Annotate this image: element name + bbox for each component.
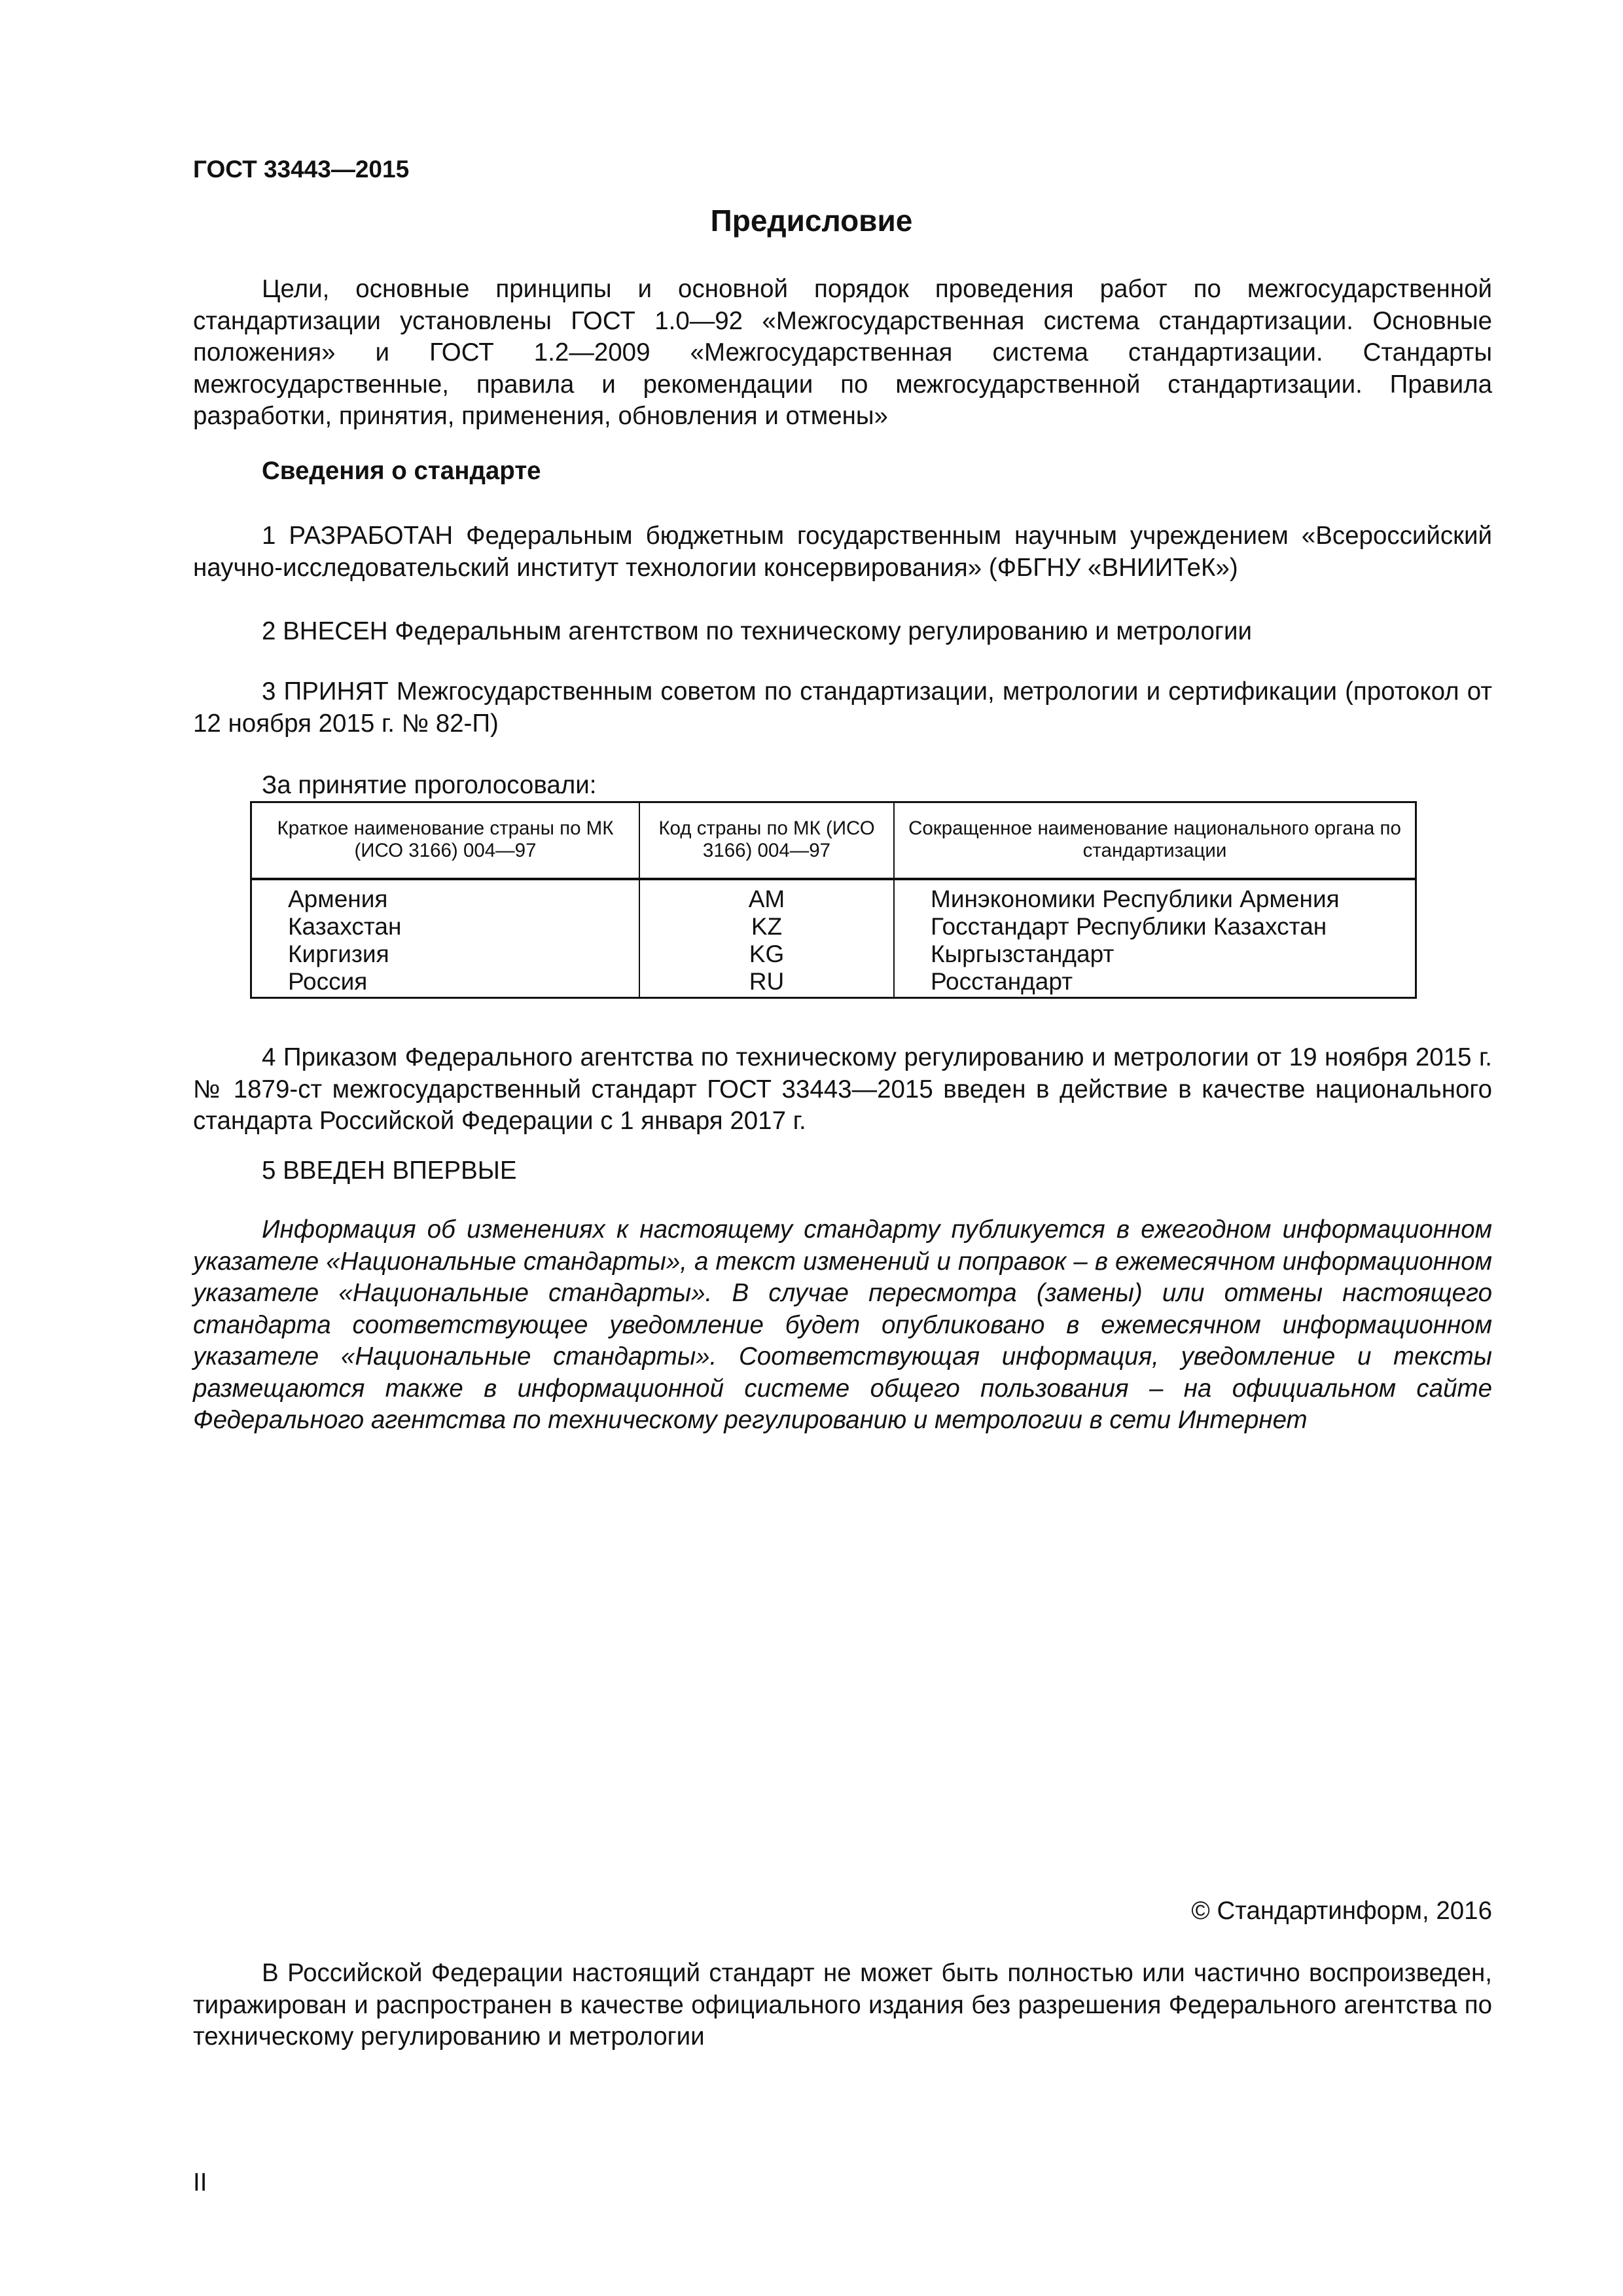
cell-body: Госстандарт Республики Казахстан: [894, 913, 1416, 941]
cell-body: Минэкономики Республики Армения: [894, 879, 1416, 913]
standard-info-heading: Сведения о стандарте: [262, 457, 541, 485]
page-title: Предисловие: [710, 204, 913, 238]
item-order: 4 Приказом Федерального агентства по техническому регулированию и метрологии от 19 ноября 2015 г. № 1879-ст межгосударственный стандарт ГОСТ 33443—2015 введен в действие в качестве национального стандарта Российской Федерации с 1 января 2017 г.: [193, 1043, 1492, 1135]
cell-code: KG: [639, 941, 894, 968]
cell-body: Росстандарт: [894, 968, 1416, 998]
cell-code: KZ: [639, 913, 894, 941]
cell-body: Кыргызстандарт: [894, 941, 1416, 968]
header-standards-body: Сокращенное наименование национального органа по стандартизации: [894, 802, 1416, 880]
table-header-row: [251, 802, 1416, 880]
intro-paragraph: Цели, основные принципы и основной порядок проведения работ по межгосударственной стандартизации установлены ГОСТ 1.0—92 «Межгосударственная система стандартизации. Основные положения» и ГОСТ 1.2—2009 «Межгосударственная система стандартизации. Стандарты межгосударственные, правила и рекомендации по межгосударственной стандартизации. Правила разработки, принятия, применения, обновления и отмены»: [193, 275, 1492, 430]
cell-country: Киргизия: [251, 941, 640, 968]
cell-country: Армения: [251, 879, 640, 913]
cell-code: AM: [639, 879, 894, 913]
changes-information: Информация об изменениях к настоящему стандарту публикуется в ежегодном информационном указателе «Национальные стандарты», а текст изменений и поправок – в ежемесячном информационном указателе «Национальные стандарты». В случае пересмотра (замены) или отмены настоящего стандарта соответствующее уведомление будет опубликовано в ежемесячном информационном указателе «Национальные стандарты». Соответствующая информация, уведомление и тексты размещаются также в информационной системе общего пользования – на официальном сайте Федерального агентства по техническому регулированию и метрологии в сети Интернет: [193, 1215, 1492, 1434]
header-country-code: Код страны по МК (ИСО 3166) 004—97: [639, 802, 894, 880]
table-row: [251, 941, 1416, 968]
cell-code: RU: [639, 968, 894, 998]
item-developed: 1 РАЗРАБОТАН Федеральным бюджетным государственным научным учреждением «Всероссийский научно-исследовательский институт технологии консервирования» (ФБГНУ «ВНИИТеК»): [193, 522, 1492, 582]
document-number-header: ГОСТ 33443—2015: [193, 156, 410, 183]
item-first-time: 5 ВВЕДЕН ВПЕРВЫЕ: [262, 1157, 517, 1185]
voting-countries-table: [250, 801, 1417, 999]
header-country-name: Краткое наименование страны по МК (ИСО 3166) 004—97: [251, 802, 640, 880]
table-row: [251, 968, 1416, 998]
item-introduced: 2 ВНЕСЕН Федеральным агентством по техническому регулированию и метрологии: [262, 617, 1252, 645]
copyright-notice: © Стандартинформ, 2016: [1191, 1897, 1492, 1925]
item-adopted: 3 ПРИНЯТ Межгосударственным советом по стандартизации, метрологии и сертификации (протокол от 12 ноября 2015 г. № 82-П): [193, 677, 1492, 738]
cell-country: Казахстан: [251, 913, 640, 941]
reproduction-notice: В Российской Федерации настоящий стандарт не может быть полностью или частично воспроизведен, тиражирован и распространен в качестве официального издания без разрешения Федерального агентства по техническому регулированию и метрологии: [193, 1959, 1492, 2051]
page-number: II: [193, 2168, 207, 2197]
voted-label: За принятие проголосовали:: [262, 771, 597, 799]
cell-country: Россия: [251, 968, 640, 998]
table-row: [251, 913, 1416, 941]
table-row: [251, 879, 1416, 913]
